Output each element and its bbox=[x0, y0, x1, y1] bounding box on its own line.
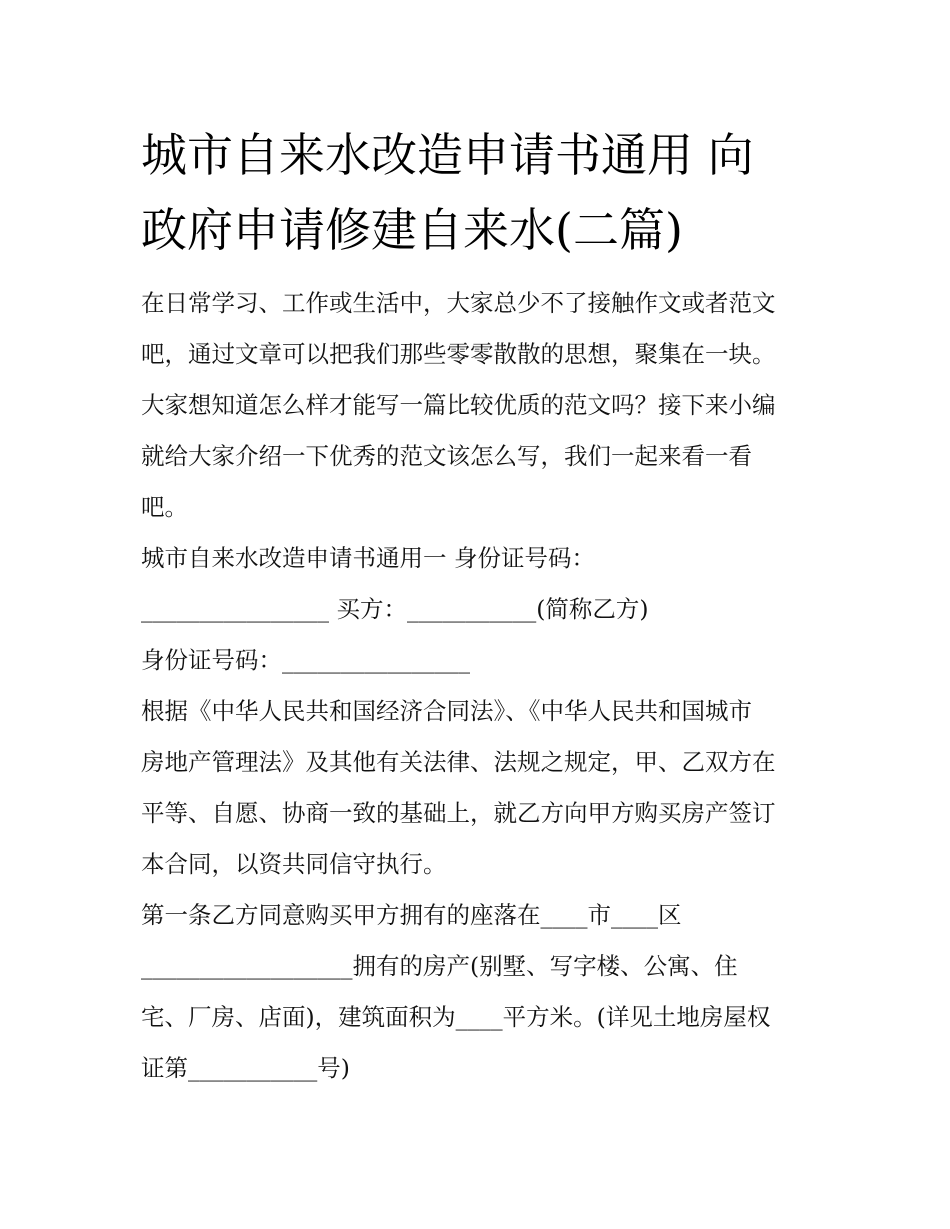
document-content bbox=[141, 118, 821, 1094]
body-line: 根据《中华人民共和国经济合同法》、《中华人民共和国城市 bbox=[141, 697, 752, 725]
body-line: 宅、厂房、店面)，建筑面积为____平方米。(详见土地房屋权 bbox=[141, 1003, 771, 1031]
title-line-1: 城市自来水改造申请书通用 向 bbox=[141, 128, 754, 182]
body-line: 大家想知道怎么样才能写一篇比较优质的范文吗？接下来小编 bbox=[141, 391, 776, 419]
body-line: 房地产管理法》及其他有关法律、法规之规定，甲、乙双方在 bbox=[141, 748, 776, 776]
body-line: 吧。 bbox=[141, 493, 188, 521]
title-line-2: 政府申请修建自来水(二篇) bbox=[141, 203, 683, 257]
body-line: ________________ 买方：___________(简称乙方) bbox=[141, 595, 649, 623]
body-line: 就给大家介绍一下优秀的范文该怎么写，我们一起来看一看 bbox=[141, 442, 752, 470]
body-line: 本合同，以资共同信守执行。 bbox=[141, 850, 447, 878]
body-line: 身份证号码：________________ bbox=[141, 646, 470, 674]
body-line: 城市自来水改造申请书通用一 身份证号码： bbox=[141, 544, 595, 572]
document-title bbox=[141, 118, 821, 268]
body-line: 吧，通过文章可以把我们那些零零散散的思想，聚集在一块。 bbox=[141, 340, 776, 368]
body-line: 证第___________号) bbox=[141, 1054, 350, 1082]
body-line: __________________拥有的房产(别墅、写字楼、公寓、住 bbox=[141, 952, 738, 980]
body-line: 在日常学习、工作或生活中，大家总少不了接触作文或者范文 bbox=[141, 289, 776, 317]
body-line: 第一条乙方同意购买甲方拥有的座落在____市____区 bbox=[141, 901, 682, 929]
document-body bbox=[141, 278, 821, 1094]
body-line: 平等、自愿、协商一致的基础上，就乙方向甲方购买房产签订 bbox=[141, 799, 776, 827]
